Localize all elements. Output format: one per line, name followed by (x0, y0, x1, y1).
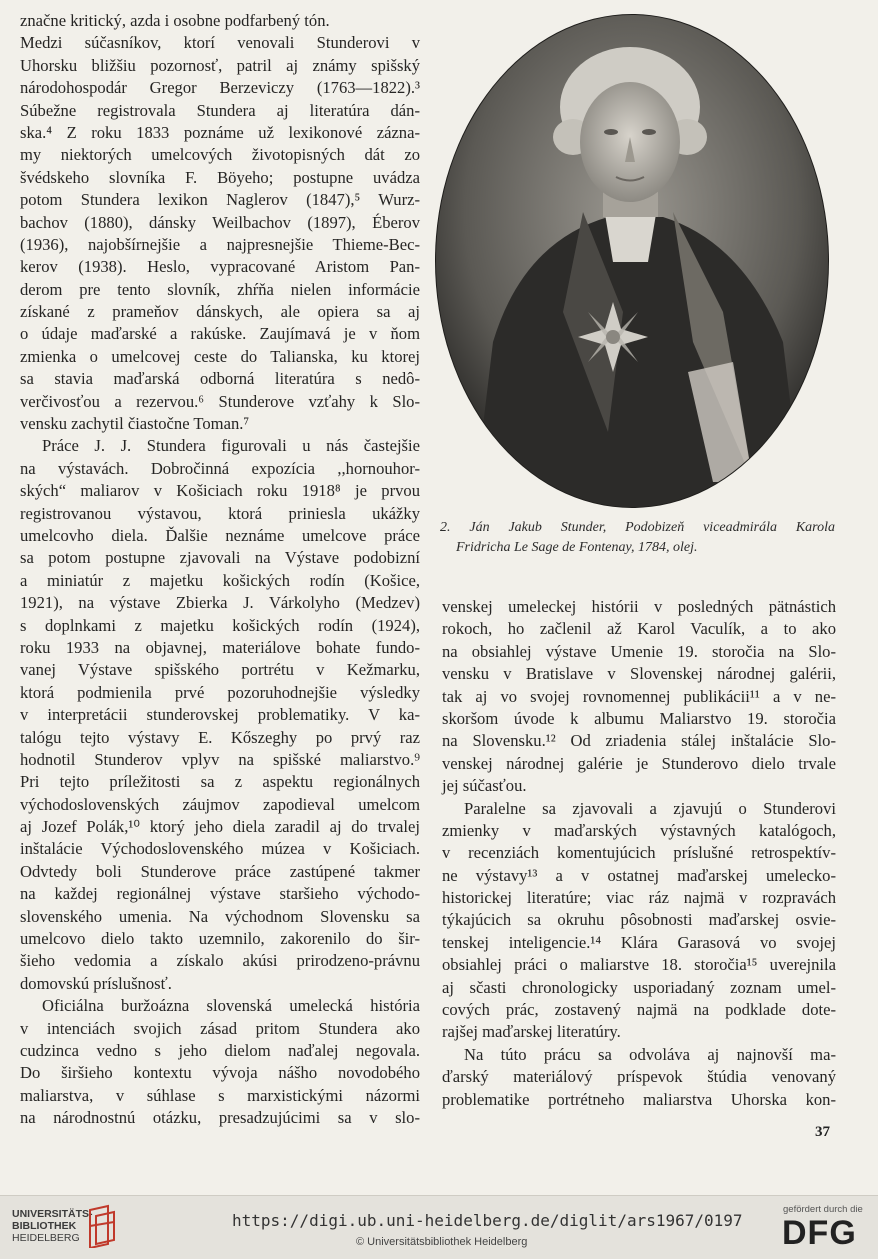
text-line: skoršom úvode k albumu Maliarstvo 19. storočia (442, 708, 836, 728)
text-line: získané z prameňov dánskych, ale opiera sa aj (20, 302, 420, 322)
text-line: domovskú príslušnosť. (20, 973, 172, 993)
library-name-line: BIBLIOTHEK (12, 1220, 77, 1232)
text-line: švédskeho slovníka F. Böyeho; postupne uvádza (20, 167, 420, 187)
text-line: derom pre tento slovník, zhŕňa nielen informácie (20, 279, 420, 299)
text-line: Súbežne registrovala Stundera aj literatúra dán- (20, 100, 420, 120)
text-line: Uhorsku bližšiu pozornosť, patril aj známy spišský (20, 55, 420, 75)
text-line: zmienky v maďarských výstavných katalógoch, (442, 820, 836, 840)
text-line: Práce J. J. Stundera figurovali u nás častejšie (42, 436, 420, 456)
text-line: potom Stundera lexikon Naglerov (1847),⁵ Wurz- (20, 190, 420, 210)
text-line: Medzi súčasníkov, ktorí venovali Stunderovi v (20, 33, 420, 53)
library-logo-icon (86, 1204, 120, 1252)
funding-note: gefördert durch die (783, 1204, 863, 1215)
text-line: hodnotil Stunderov vplyv na spišské maliarstvo.⁹ (20, 749, 420, 769)
text-line: vensku v Bratislave v Slovenskej národnej galérii, (442, 664, 836, 684)
text-line: tak aj vo svojej rovnomennej publikácii¹¹ a v ne- (442, 686, 836, 706)
text-line: inštalácie Východoslovenského múzea v Košiciach. (20, 839, 420, 859)
text-line: na Slovensku.¹² Od zriadenia stálej inštalácie Slo- (442, 731, 836, 751)
text-line: šieho vedomia a získalo akúsi prirodzeno-právnu (20, 951, 420, 971)
text-line: (1936), najobšírnejšie a najpresnejšie Thieme-Bec- (20, 234, 420, 254)
text-line: problematike portrétneho maliarstva Uhorska kon- (442, 1089, 836, 1109)
text-line: ských“ maliarov v Košiciach roku 1918⁸ je prvou (20, 481, 420, 501)
text-line: venskej národnej galérie je Stunderovo dielo trvale (442, 753, 836, 773)
text-line: východoslovenských záujmov zapodieval umelcom (20, 794, 420, 814)
text-line: Pri tejto príležitosti sa z aspektu regionálnych (20, 772, 420, 792)
text-line: a miniatúr z majetku košických rodín (Košice, (20, 570, 420, 590)
text-line: zmienka o umelcovej ceste do Talianska, ku ktorej (20, 346, 420, 366)
text-line: vanej Výstave spišského portrétu v Kežmarku, (20, 660, 420, 680)
text-line: o údaje maďarské a rakúske. Zaujímavá je v ňom (20, 324, 420, 344)
text-line: na obsiahlej výstave Umenie 19. storočia na Slo- (442, 641, 836, 661)
text-line: na výstavách. Dobročinná expozícia ,,hornouhor- (20, 458, 420, 478)
text-line: týkajúcich sa okruhu pôsobnosti maďarskej osvie- (442, 910, 836, 930)
permalink-url[interactable]: https://digi.ub.uni-heidelberg.de/diglit/ars1967/0197 (232, 1211, 743, 1230)
text-line: Paralelne sa zjavovali a zjavujú o Stunderovi (464, 798, 836, 818)
caption-line: 2. Ján Jakub Stunder, Podobizeň viceadmirála Karola (440, 520, 835, 535)
text-line: cudzinca vedno s jeho dielom naďalej negovala. (20, 1040, 420, 1060)
text-line: verčivosťou a rezervou.⁶ Stunderove vzťahy k Slo- (20, 391, 420, 411)
text-line: ska.⁴ Z roku 1833 poznáme už lexikonové zázna- (20, 122, 420, 142)
text-line: Oficiálna buržoázna slovenská umelecká história (42, 996, 420, 1016)
text-line: my niektorých umelcových životopisných dát zo (20, 145, 420, 165)
text-line: historickej literatúre; viac ráz najmä v rozpravách (442, 888, 836, 908)
text-line: umelcovho diela. Ďalšie neznáme umelcove práce (20, 525, 420, 545)
text-line: umelcovo dielo takto uzemnilo, zakorenilo do šir- (20, 929, 420, 949)
text-line: Do širšieho kontextu vývoja nášho novodobého (20, 1063, 420, 1083)
text-line: jej súčasťou. (442, 776, 527, 796)
text-line: vensku zachytil čiastočne Toman.⁷ (20, 414, 250, 434)
text-line: v recenziách komentujúcich príslušné retrospektív- (442, 843, 836, 863)
text-line: registrovanou výstavou, ktorá priniesla ukážky (20, 503, 420, 523)
text-line: v interpretácii stunderovskej problematiky. V ka- (20, 705, 420, 725)
text-line: na národnostnú otázku, presadzujúcimi sa v slo- (20, 1108, 420, 1128)
text-line: ne výstavy¹³ a v ostatnej maďarskej umelecko- (442, 865, 836, 885)
text-line: cových prác, zostavený najmä na podklade dote- (442, 1000, 836, 1020)
text-line: talógu tejto výstavy E. Kőszeghy po prvý raz (20, 727, 420, 747)
text-line: aj sčasti chronologicky usporiadaný zoznam umel- (442, 977, 836, 997)
text-line: rajšej maďarskej literatúry. (442, 1022, 621, 1042)
text-line: značne kritický, azda i osobne podfarbený tón. (20, 11, 330, 30)
text-line: sa stavia maďarská odborná literatúra s nedô- (20, 369, 420, 389)
page-number: 37 (815, 1124, 830, 1140)
text-line: aj Jozef Polák,¹⁰ ktorý jeho diela zaradil aj do trvalej (20, 817, 420, 837)
library-name-line: UNIVERSITÄTS- (12, 1208, 93, 1220)
text-line: Odvtedy boli Stunderove práce zastúpené takmer (20, 861, 420, 881)
text-line: rokoch, ho začlenil až Karol Vaculík, a to ako (442, 619, 836, 639)
portrait-image (433, 12, 831, 510)
left-text-column (20, 10, 420, 1130)
text-line: slovenského umenia. Na východnom Slovensku sa (20, 906, 420, 926)
text-line: obsiahlej práci o maliarstve 18. storočia¹⁵ uverejnila (442, 955, 836, 975)
text-line: tenskej inteligencie.¹⁴ Klára Garasová vo svojej (442, 932, 836, 952)
text-line: kerov (1938). Heslo, vypracované Aristom Pan- (20, 257, 420, 277)
viewer-footer (0, 1195, 878, 1259)
text-line: ktorá podmienila prvé pozoruhodnejšie výsledky (20, 682, 420, 702)
text-line: na každej regionálnej výstave staršieho východo- (20, 884, 420, 904)
text-line: sa potom postupne zjavovali na Výstave podobizní (20, 548, 420, 568)
text-line: ďarský materiálový príspevok štúdia venovaný (442, 1067, 836, 1087)
text-line: 1921), na výstave Zbierka J. Várkolyho (Medzev) (20, 593, 420, 613)
copyright-notice: © Universitätsbibliothek Heidelberg (356, 1236, 528, 1248)
text-line: národohospodár Gregor Berzeviczy (1763—1822).³ (20, 78, 420, 98)
text-line: v intenciách svojich zásad pritom Stundera ako (20, 1018, 420, 1038)
caption-line: Fridricha Le Sage de Fontenay, 1784, olej. (456, 540, 698, 555)
text-line: maliarstva, v súhlase s marxistickými názormi (20, 1085, 420, 1105)
text-line: bachov (1880), dánsky Weilbachov (1897), Éberov (20, 212, 420, 232)
text-line: venskej umeleckej histórii v posledných pätnástich (442, 597, 836, 616)
text-line: roku 1933 na objavnej, materiálove bohate fundo- (20, 637, 420, 657)
library-logo-text[interactable] (12, 1208, 93, 1244)
dfg-logo[interactable]: DFG (782, 1214, 857, 1252)
text-line: s doplnkami z majetku košických rodín (1924), (20, 615, 420, 635)
figure-caption (440, 518, 835, 558)
library-name-line: HEIDELBERG (12, 1232, 80, 1244)
right-text-column (442, 596, 836, 1111)
text-line: Na túto prácu sa odvoláva aj najnovší ma- (464, 1044, 836, 1064)
